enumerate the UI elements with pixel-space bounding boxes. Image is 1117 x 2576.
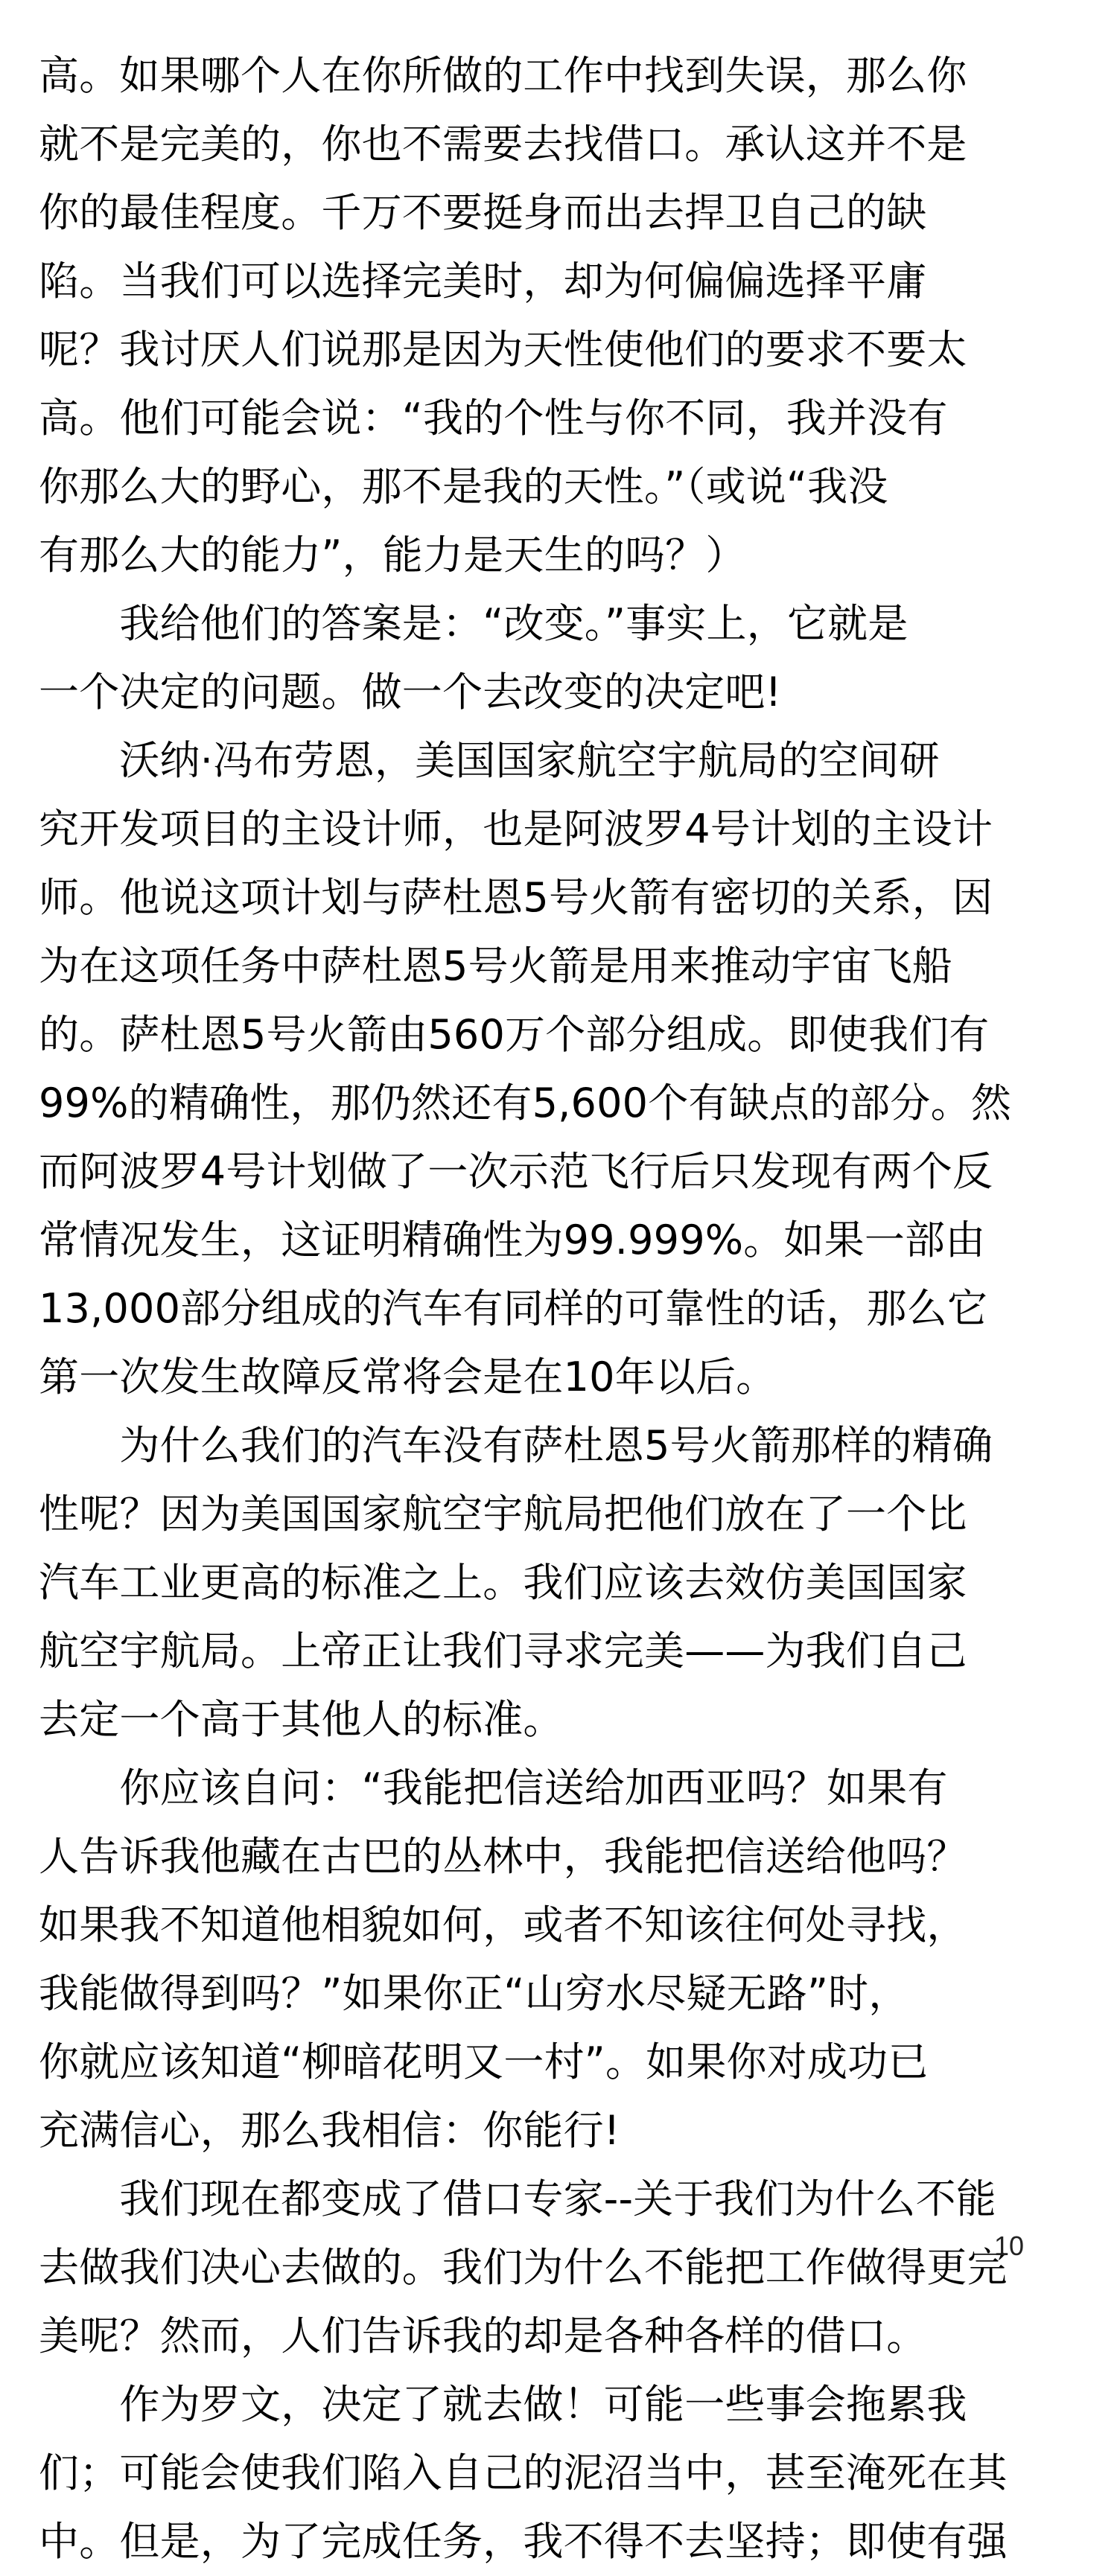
- text-line: 第一次发生故障反常将会是在10年以后。: [39, 1354, 777, 1400]
- text-line: 中。但是，为了完成任务，我不得不去坚持；即使有强: [39, 2518, 1008, 2565]
- text-line: 有那么大的能力”，能力是天生的吗？）: [39, 532, 746, 578]
- page-number: 10: [994, 2231, 1025, 2261]
- text-line: 汽车工业更高的标准之上。我们应该去效仿美国国家: [39, 1559, 967, 1606]
- text-line: 美呢？然而，人们告诉我的却是各种各样的借口。: [39, 2312, 927, 2359]
- text-line: 就不是完美的，你也不需要去找借口。承认这并不是: [39, 121, 967, 168]
- text-line: 充满信心，那么我相信：你能行!: [39, 2107, 620, 2154]
- text-line: 你就应该知道“柳暗花明又一村”。如果你对成功已: [39, 2038, 929, 2085]
- text-line: 们；可能会使我们陷入自己的泥沼当中，甚至淹死在其: [39, 2449, 1008, 2496]
- text-line: 性呢？因为美国国家航空宇航局把他们放在了一个比: [39, 1491, 967, 1537]
- text-line: 而阿波罗4号计划做了一次示范飞行后只发现有两个反: [39, 1148, 993, 1195]
- text-line: 呢？我讨厌人们说那是因为天性使他们的要求不要太: [39, 326, 967, 373]
- text-line: 航空宇航局。上帝正让我们寻求完美——为我们自己: [39, 1627, 967, 1674]
- text-line: 13,000部分组成的汽车有同样的可靠性的话，那么它: [39, 1285, 988, 1332]
- text-line: 高。他们可能会说：“我的个性与你不同，我并没有: [39, 395, 948, 441]
- text-line: 作为罗文，决定了就去做！可能一些事会拖累我: [39, 2381, 967, 2428]
- text-line: 常情况发生，这证明精确性为99.999%。如果一部由: [39, 1217, 986, 1263]
- text-line: 99%的精确性，那仍然还有5,600个有缺点的部分。然: [39, 1080, 1012, 1126]
- text-line: 你应该自问：“我能把信送给加西亚吗？如果有: [39, 1764, 948, 1811]
- body-text: [39, 42, 1012, 2576]
- text-line: 我们现在都变成了借口专家--关于我们为什么不能: [39, 2175, 996, 2222]
- text-line: 师。他说这项计划与萨杜恩5号火箭有密切的关系，因: [39, 874, 993, 921]
- text-line: 我能做得到吗？”如果你正“山穷水尽疑无路”时，: [39, 1970, 909, 2017]
- text-line: 的。萨杜恩5号火箭由560万个部分组成。即使我们有: [39, 1011, 990, 1058]
- text-line: 去定一个高于其他人的标准。: [39, 1696, 564, 1743]
- text-line: 为什么我们的汽车没有萨杜恩5号火箭那样的精确: [39, 1422, 993, 1469]
- text-line: 为在这项任务中萨杜恩5号火箭是用来推动宇宙飞船: [39, 943, 952, 989]
- text-line: 陷。当我们可以选择完美时，却为何偏偏选择平庸: [39, 258, 927, 305]
- text-line: 高。如果哪个人在你所做的工作中找到失误，那么你: [39, 52, 967, 99]
- text-line: 究开发项目的主设计师，也是阿波罗4号计划的主设计: [39, 806, 993, 852]
- text-line: 沃纳·冯布劳恩，美国国家航空宇航局的空间研: [39, 737, 940, 784]
- text-line: 一个决定的问题。做一个去改变的决定吧!: [39, 669, 782, 715]
- text-line: 我给他们的答案是：“改变。”事实上，它就是: [39, 600, 908, 647]
- text-line: 你那么大的野心，那不是我的天性。”（或说“我没: [39, 463, 888, 510]
- text-line: 你的最佳程度。千万不要挺身而出去捍卫自己的缺: [39, 189, 927, 236]
- text-line: 如果我不知道他相貌如何，或者不知该往何处寻找，: [39, 1901, 967, 1948]
- text-line: 人告诉我他藏在古巴的丛林中，我能把信送给他吗？: [39, 1833, 967, 1880]
- text-line: 去做我们决心去做的。我们为什么不能把工作做得更完: [39, 2244, 1008, 2291]
